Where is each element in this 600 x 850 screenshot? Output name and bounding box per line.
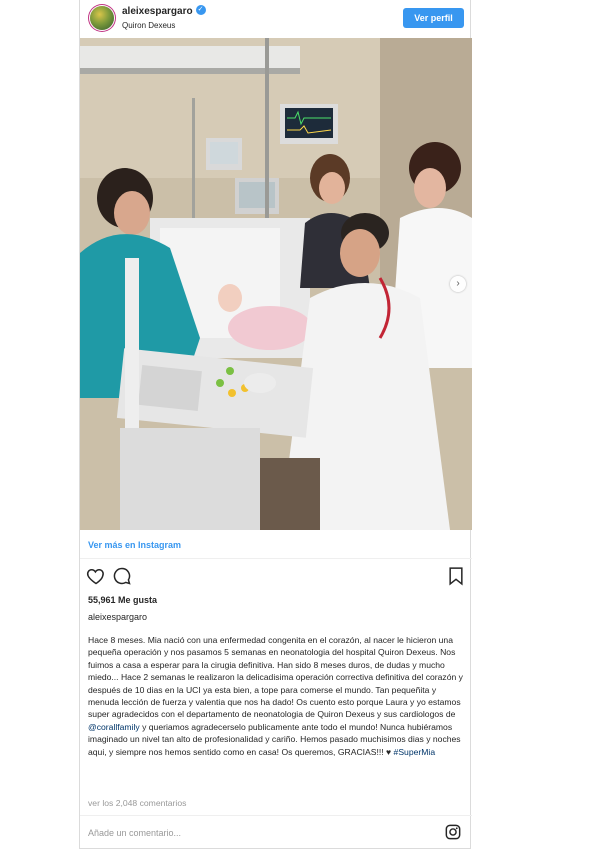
view-profile-button[interactable]: Ver perfil [403, 8, 464, 28]
caption-username[interactable]: aleixespargaro [88, 612, 148, 622]
caption-body-2: y queriamos agradecerselo publicamente ante todo el mundo! Nunca hubiéramos imaginado un nivel tan alto de profesionalidad y cariño. Hemos pasado muchisimos dias y noches aqui, y siempre nos hemos sentido como en casa! Os queremos, GRACIAS!!! ♥ [88, 721, 461, 757]
username-text: aleixespargaro [122, 6, 193, 17]
view-more-on-instagram-link[interactable]: Ver más en Instagram [88, 540, 182, 550]
comment-icon[interactable] [112, 566, 132, 586]
post-header [80, 0, 472, 38]
hashtag-link[interactable]: #SuperMia [393, 746, 436, 757]
divider [80, 558, 472, 559]
next-photo-button[interactable]: › [450, 276, 466, 292]
caption-text [88, 634, 466, 758]
username-link[interactable] [122, 6, 206, 17]
avatar[interactable] [90, 6, 114, 30]
instagram-logo-icon[interactable] [445, 824, 461, 840]
hospital-photo-illustration [80, 38, 472, 530]
caption-body-1: Hace 8 meses. Mia nació con una enfermedad congenita en el corazón, al nacer le hicieron una pequeña operación y nos pasamos 5 semanas en neonatologia del hospital Quiron Dexeus. Nos fuimos a casa a esperar para la cirugia definitiva. Han sido 8 meses duros, de dudas y mucho miedo... Hace 2 semanas le realizaron la delicadisima operación correctiva definitiva del corazón y después de 10 dias en la UCI ya esta bien, a tope para comerse el mundo. Tan pequeñita y menuda lección de fuerza y valentia que nos ha dado! Os cuento esto porque Laura y yo estamos super agradecidos con el departamento de neonatologia de Quiron Dexeus y sus cardiologos de [88, 635, 463, 720]
comment-input[interactable] [88, 826, 428, 840]
bookmark-icon[interactable] [446, 566, 466, 586]
mention-link[interactable]: @corallfamily [88, 721, 140, 732]
post-actions [80, 566, 472, 588]
view-comments-link[interactable]: ver los 2,048 comentarios [88, 798, 187, 808]
likes-count[interactable]: 55,961 Me gusta [88, 595, 158, 605]
post-photo[interactable] [80, 38, 472, 530]
location-link[interactable]: Quiron Dexeus [122, 21, 176, 30]
instagram-embed-card [79, 0, 471, 849]
divider [80, 815, 472, 816]
heart-icon[interactable] [86, 566, 106, 586]
verified-badge-icon: ✓ [196, 5, 206, 15]
